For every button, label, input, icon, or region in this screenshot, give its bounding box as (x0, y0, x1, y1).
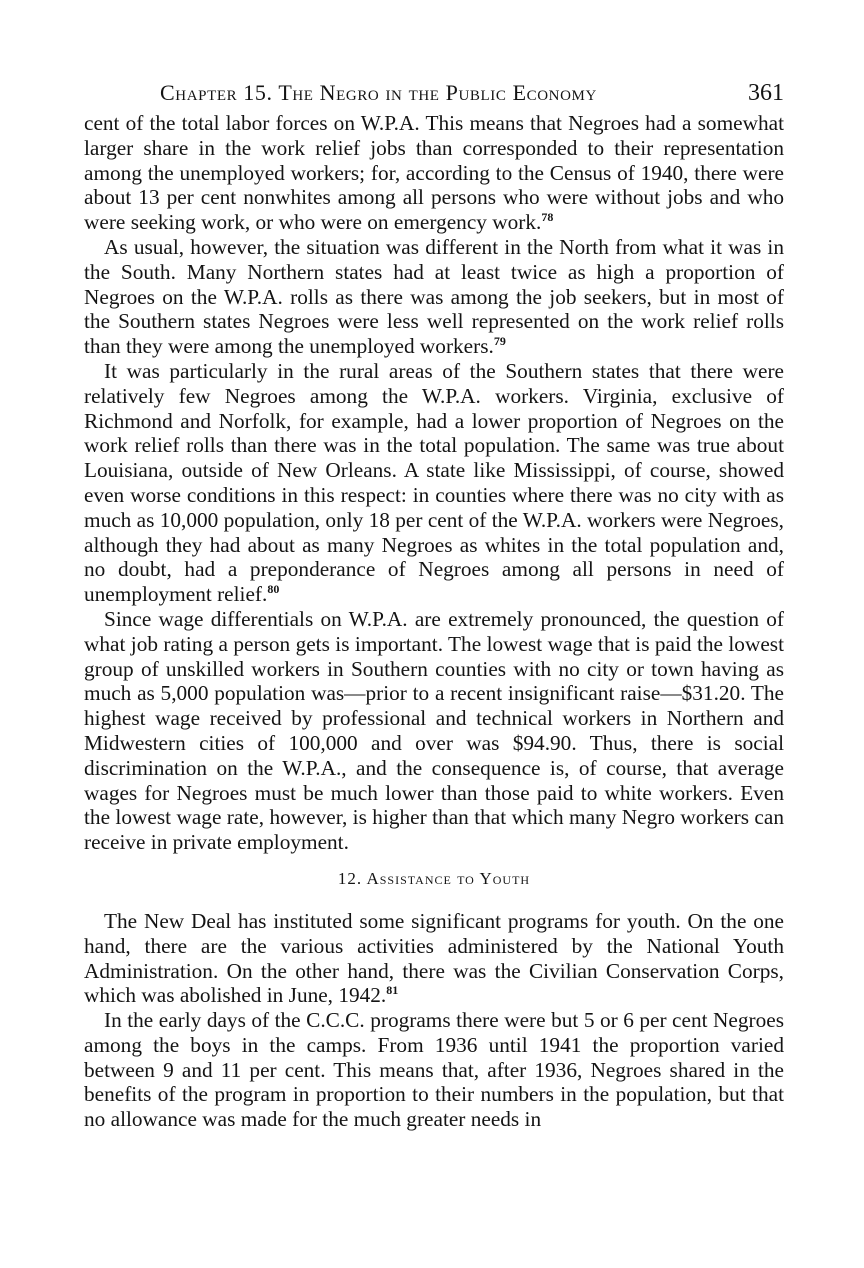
footnote-ref: 80 (267, 582, 280, 597)
page-number: 361 (748, 80, 784, 106)
paragraph-text: cent of the total labor forces on W.P.A. This means that Negroes had a somewhat larger share in the work relief jobs than corresponded to their representation among the unemployed workers; for, according to the Census of 1940, there were about 13 per cent nonwhites among all persons who were without jobs and who were seeking work, or who were on emergency work. (84, 111, 784, 235)
paragraph (84, 909, 784, 1008)
section-heading: 12. Assistance to Youth (337, 868, 531, 888)
book-page (84, 78, 784, 1132)
paragraph-text: The New Deal has instituted some significant programs for youth. On the one hand, there are the various activities administered by the National Youth Administration. On the other hand, there was the Civilian Conservation Corps, which was abolished in June, 1942. (84, 908, 784, 1008)
paragraph-continued (84, 111, 784, 235)
footnote-ref: 81 (386, 983, 399, 998)
running-head (84, 78, 784, 108)
paragraph (84, 235, 784, 359)
footnote-ref: 79 (493, 334, 506, 349)
paragraph-text: Since wage differentials on W.P.A. are extremely pronounced, the question of what job rating a person gets is important. The lowest wage that is paid the lowest group of unskilled workers in Southern counties with no city or town having as much as 5,000 population was—prior to a recent insignificant raise—$31.20. The highest wage received by professional and technical workers in Northern and Midwestern cities of 100,000 and over was $94.90. Thus, there is social discrimination on the W.P.A., and the consequence is, of course, that average wages for Negroes must be much lower than those paid to white workers. Even the lowest wage rate, however, is higher than that which many Negro workers can receive in private employment. (84, 606, 784, 855)
paragraph-text: It was particularly in the rural areas of the Southern states that there were relatively few Negroes among the W.P.A. workers. Virginia, exclusive of Richmond and Norfolk, for example, had a lower proportion of Negroes on the work relief rolls than there was in the total population. The same was true about Louisiana, outside of New Orleans. A state like Mississippi, of course, showed even worse conditions in this respect: in counties where there was no city with as much as 10,000 population, only 18 per cent of the W.P.A. workers were Negroes, although they had about as many Negroes as whites in the total population and, no doubt, had a preponderance of Negroes among all persons in need of unemployment relief. (84, 358, 784, 607)
paragraph (84, 607, 784, 855)
paragraph (84, 1008, 784, 1132)
footnote-ref: 78 (541, 210, 554, 225)
paragraph-text: In the early days of the C.C.C. programs there were but 5 or 6 per cent Negroes among the boys in the camps. From 1936 until 1941 the proportion varied between 9 and 11 per cent. This means that, after 1936, Negroes shared in the benefits of the program in proportion to their numbers in the population, but that no allowance was made for the much greater needs in (84, 1008, 784, 1132)
chapter-title: Chapter 15. The Negro in the Public Economy (160, 80, 597, 105)
paragraph-text: As usual, however, the situation was different in the North from what it was in the South. Many Northern states had at least twice as high a proportion of Negroes on the W.P.A. rolls as there was among the job seekers, but in most of the Southern states Negroes were less well represented on the work relief rolls than they were among the unemployed workers. (84, 234, 784, 359)
paragraph (84, 359, 784, 607)
